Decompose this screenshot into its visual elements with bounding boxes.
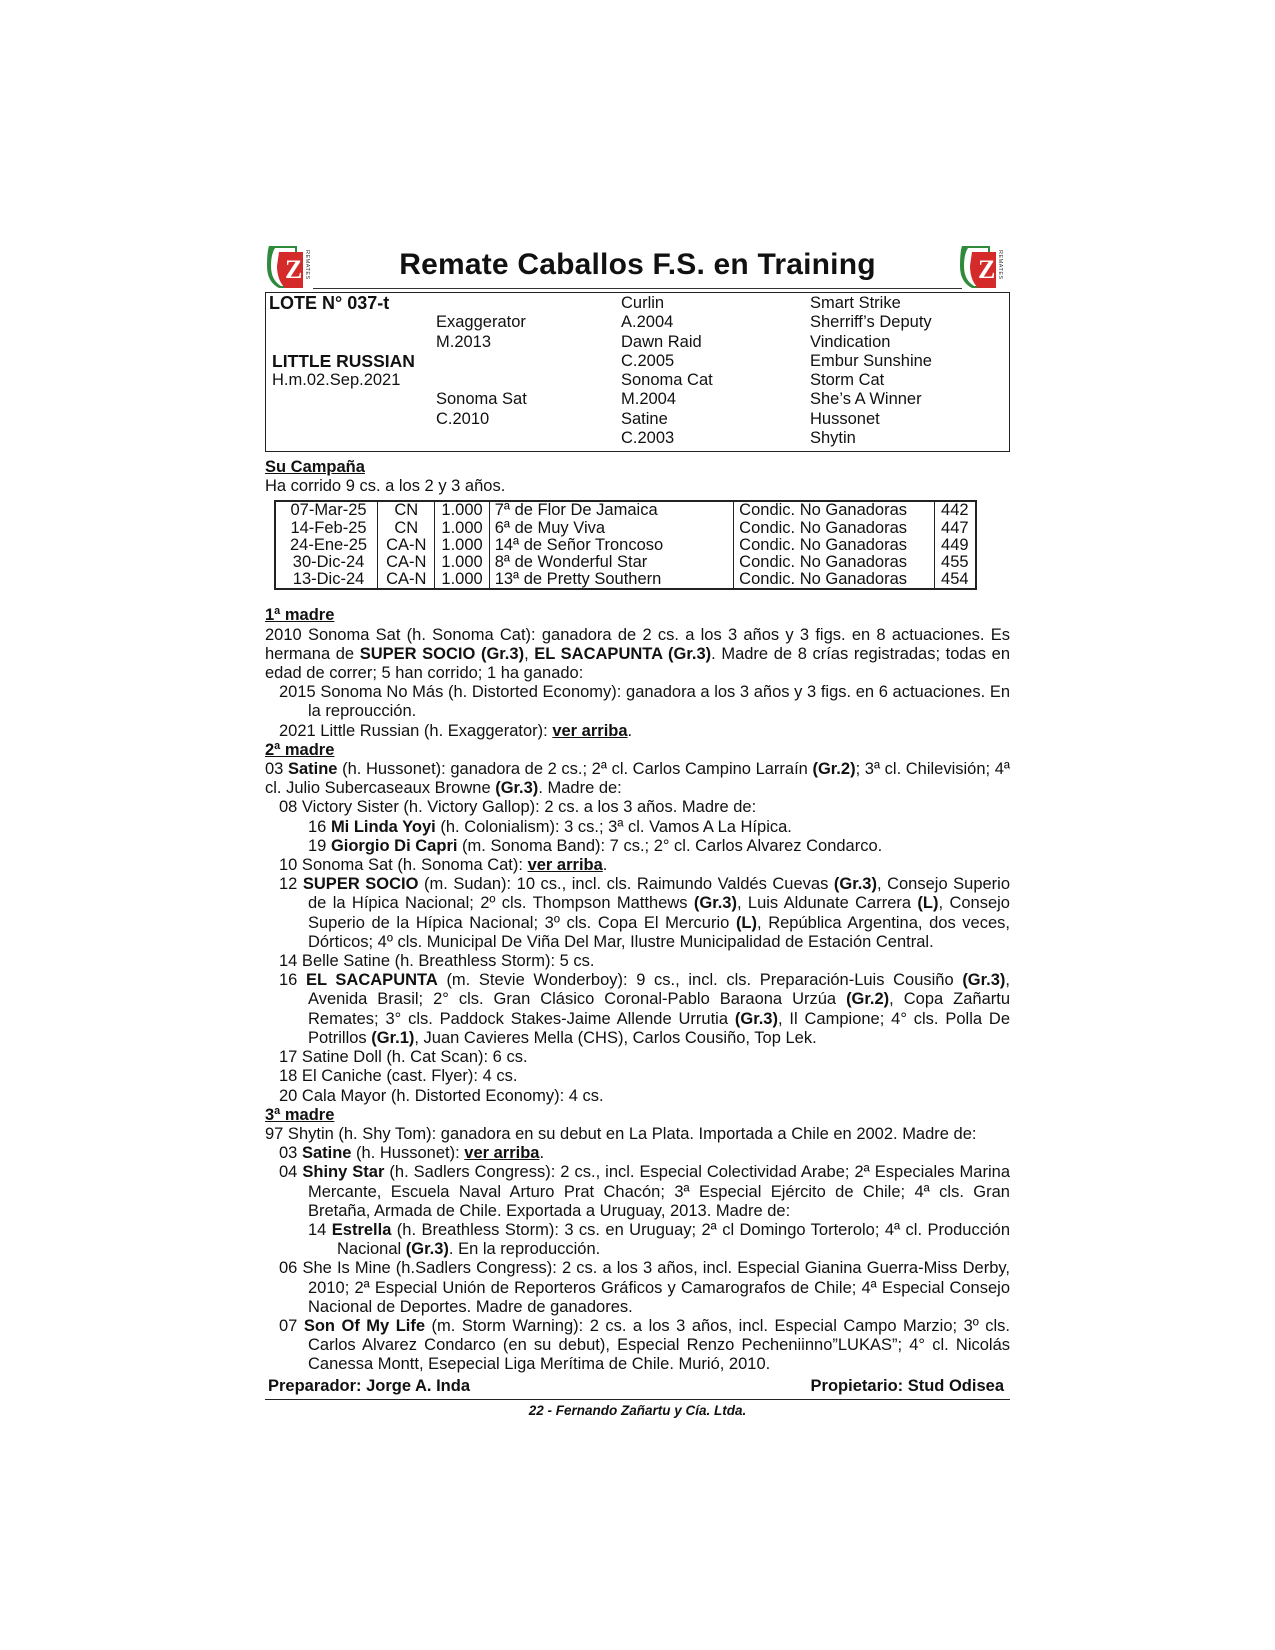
produce-entry: 08 Victory Sister (h. Victory Gallop): 2 cs. a los 3 años. Madre de:	[279, 798, 757, 817]
race-condition: Condic. No Ganadoras	[734, 554, 935, 571]
pedigree-cell: Vindication	[810, 332, 891, 351]
third-dam-paragraph: 97 Shytin (h. Shy Tom): ganadora en su debut en La Plata. Importada a Chile en 2002. Madre de:	[265, 1124, 977, 1143]
produce-entry: 17 Satine Doll (h. Cat Scan): 6 cs.	[279, 1048, 528, 1067]
dam-name: Sonoma Sat	[436, 390, 527, 409]
pedigree-cell: M.2004	[621, 390, 677, 409]
zanartu-logo-icon	[265, 244, 317, 290]
race-result: 13ª de Pretty Southern	[489, 571, 733, 589]
race-track: CN	[378, 501, 435, 519]
produce-entry: 14 Belle Satine (h. Breathless Storm): 5 cs.	[279, 952, 595, 971]
produce-entry: 10 Sonoma Sat (h. Sonoma Cat): ver arriba.	[279, 856, 608, 875]
produce-entry: 2015 Sonoma No Más (h. Distorted Economy): ganadora a los 3 años y 3 figs. en 6 actuaciones. En la reproucción.	[279, 683, 1010, 721]
race-number: 442	[935, 501, 976, 519]
first-dam-heading: 1ª madre	[265, 606, 335, 625]
second-dam-heading: 2ª madre	[265, 740, 335, 759]
race-condition: Condic. No Ganadoras	[734, 537, 935, 554]
pedigree-cell: Shytin	[810, 429, 856, 448]
campaign-summary: Ha corrido 9 cs. a los 2 y 3 años.	[265, 477, 506, 496]
produce-entry: 04 Shiny Star (h. Sadlers Congress): 2 cs., incl. Especial Colectividad Arabe; 2ª Especiales Marina Mercante, Escuela Naval Arturo Prat Chacón; 3ª Especial Ejército de Chile; 4ª cls. Gran Bretaña, Armada de Chile. Exportada a Uruguay, 2013. Madre de:	[279, 1163, 1010, 1220]
race-row	[275, 554, 976, 571]
race-date: 24-Ene-25	[290, 535, 368, 554]
title-divider	[313, 288, 962, 289]
race-condition: Condic. No Ganadoras	[734, 520, 935, 537]
pedigree-horse-column	[269, 294, 415, 390]
pedigree-cell: Sonoma Cat	[621, 371, 713, 390]
pedigree-cell: C.2003	[621, 429, 675, 448]
produce-entry: 03 Satine (h. Hussonet): ver arriba.	[279, 1144, 545, 1163]
produce-entry: 16 EL SACAPUNTA (m. Stevie Wonderboy): 9 cs., incl. cls. Preparación-Luis Cousiño (Gr.3), Avenida Brasil; 2° cls. Gran Clásico Coronal-Pablo Baraona Urzúa (Gr.2), Copa Zañartu Remates; 3° cls. Paddock Stakes-Jaime Allende Urrutia (Gr.3), Il Campione; 4° cls. Polla De Potrillos (Gr.1), Juan Cavieres Mella (CHS), Carlos Cousiño, Top Lek.	[279, 971, 1011, 1047]
horse-info: H.m.02.Sep.2021	[272, 371, 401, 390]
race-distance: 1.000	[435, 554, 489, 571]
race-result: 8ª de Wonderful Star	[489, 554, 733, 571]
catalog-page	[265, 244, 1010, 1418]
third-dam-section	[265, 1106, 1010, 1375]
pedigree-cell: Curlin	[621, 294, 665, 312]
second-dam-section	[265, 741, 1010, 1106]
pedigree-cell: Satine	[621, 409, 668, 428]
first-dam-section	[265, 606, 1010, 740]
race-date: 07-Mar-25	[290, 501, 367, 520]
produce-entry: 18 El Caniche (cast. Flyer): 4 cs.	[279, 1067, 518, 1086]
third-dam-heading: 3ª madre	[265, 1105, 335, 1124]
race-track: CA-N	[378, 571, 435, 589]
lot-number: LOTE N° 037-t	[269, 293, 390, 313]
produce-entry: 19 Giorgio Di Capri (m. Sonoma Band): 7 cs.; 2° cl. Carlos Alvarez Condarco.	[308, 836, 883, 855]
first-dam-paragraph: 2010 Sonoma Sat (h. Sonoma Cat): ganadora de 2 cs. a los 3 años y 3 figs. en 8 actuaciones. Es hermana de SUPER SOCIO (Gr.3), EL SACAPUNTA (Gr.3). Madre de 8 crías registradas; todas en edad de correr; 5 han corrido; 1 ha ganado:	[265, 625, 1011, 683]
pedigree-great-grandparents-column	[810, 294, 932, 448]
campaign-heading: Su Campaña	[265, 458, 365, 476]
race-result: 14ª de Señor Troncoso	[489, 537, 733, 554]
pedigree-cell: Sherriff’s Deputy	[810, 313, 932, 332]
race-distance: 1.000	[435, 501, 489, 519]
sire-name: Exaggerator	[436, 313, 526, 332]
race-result: 6ª de Muy Viva	[489, 520, 733, 537]
race-number: 447	[935, 520, 976, 537]
race-distance: 1.000	[435, 571, 489, 589]
pedigree-box	[265, 292, 1010, 452]
race-row	[275, 571, 976, 589]
produce-entry: 12 SUPER SOCIO (m. Sudan): 10 cs., incl. cls. Raimundo Valdés Cuevas (Gr.3), Consejo Superio de la Hípica Nacional; 2º cls. Thompson Matthews (Gr.3), Luis Aldunate Carrera (L), Consejo Superio de la Hípica Nacional; 3º cls. Copa El Mercurio (L), República Argentina, dos veces, Dórticos; 4º cls. Municipal De Viña Del Mar, Ilustre Municipalidad de Estación Central.	[279, 875, 1011, 951]
race-distance: 1.000	[435, 520, 489, 537]
second-dam-paragraph: 03 Satine (h. Hussonet): ganadora de 2 cs.; 2ª cl. Carlos Campino Larraín (Gr.2); 3ª cl. Chilevisión; 4ª cl. Julio Subercaseaux Browne (Gr.3). Madre de:	[265, 760, 1011, 798]
produce-entry: 14 Estrella (h. Breathless Storm): 3 cs. en Uruguay; 2ª cl Domingo Torterolo; 4ª cl. Producción Nacional (Gr.3). En la reproducción.	[308, 1220, 1010, 1259]
race-distance: 1.000	[435, 537, 489, 554]
pedigree-cell: She’s A Winner	[810, 390, 922, 409]
race-date: 30-Dic-24	[292, 553, 365, 572]
race-track: CA-N	[378, 554, 435, 571]
svg-text:REMATES: REMATES	[304, 250, 310, 280]
pedigree-cell: Smart Strike	[810, 294, 901, 312]
race-date: 13-Dic-24	[292, 570, 365, 589]
produce-entry: 2021 Little Russian (h. Exaggerator): ver arriba.	[279, 721, 633, 740]
race-row	[275, 520, 976, 537]
horse-name: LITTLE RUSSIAN	[272, 350, 415, 371]
race-condition: Condic. No Ganadoras	[734, 501, 935, 519]
pedigree-parents-column	[436, 294, 527, 429]
race-date: 14-Feb-25	[290, 518, 367, 537]
campaign-section	[265, 458, 1010, 590]
pedigree-cell: Embur Sunshine	[810, 351, 932, 370]
pedigree-grandparents-column	[621, 294, 713, 448]
svg-text:Z: Z	[285, 255, 303, 284]
footer-divider	[265, 1399, 1010, 1400]
svg-text:Z: Z	[978, 255, 996, 284]
trainer-label: Preparador: Jorge A. Inda	[268, 1376, 471, 1395]
produce-entry: 16 Mi Linda Yoyi (h. Colonialism): 3 cs.; 3ª cl. Vamos A La Hípica.	[308, 817, 792, 836]
race-table	[274, 500, 977, 590]
pedigree-cell: Dawn Raid	[621, 332, 702, 351]
pedigree-cell: C.2005	[621, 351, 675, 370]
pedigree-cell: A.2004	[621, 313, 674, 332]
owner-label: Propietario: Stud Odisea	[810, 1376, 1004, 1395]
sire-info: M.2013	[436, 332, 492, 351]
race-condition: Condic. No Ganadoras	[734, 571, 935, 589]
page-title: Remate Caballos F.S. en Training	[399, 248, 876, 281]
pedigree-cell: Hussonet	[810, 409, 880, 428]
page-footer-credits	[265, 1377, 1010, 1396]
race-track: CN	[378, 520, 435, 537]
produce-entry: 20 Cala Mayor (h. Distorted Economy): 4 cs.	[279, 1086, 604, 1105]
race-row	[275, 501, 976, 519]
race-result: 7ª de Flor De Jamaica	[489, 501, 733, 519]
race-number: 455	[935, 554, 976, 571]
zanartu-logo-icon	[958, 244, 1010, 290]
race-number: 454	[935, 571, 976, 589]
pedigree-cell: Storm Cat	[810, 371, 885, 390]
produce-entry: 06 She Is Mine (h.Sadlers Congress): 2 cs. a los 3 años, incl. Especial Gianina Guerra-Miss Derby, 2010; 2ª Especial Unión de Reporteros Gráficos y Camarografos de Chile; 4ª Especial Consejo Nacional de Deportes. Madre de ganadores.	[279, 1259, 1010, 1316]
race-track: CA-N	[378, 537, 435, 554]
page-number-footer: 22 - Fernando Zañartu y Cía. Ltda.	[528, 1402, 747, 1418]
race-row	[275, 537, 976, 554]
race-number: 449	[935, 537, 976, 554]
dam-info: C.2010	[436, 409, 490, 428]
svg-text:REMATES: REMATES	[997, 250, 1003, 280]
produce-entry: 07 Son Of My Life (m. Storm Warning): 2 cs. a los 3 años, incl. Especial Campo Marzio; 3º cls. Carlos Alvarez Condarco (en su debut), Especial Renzo Pecheniinno”LUKAS”; 4° cl. Nicolás Canessa Montt, Esepecial Liga Merítima de Chile. Murió, 2010.	[279, 1316, 1011, 1374]
page-header	[265, 244, 1010, 292]
